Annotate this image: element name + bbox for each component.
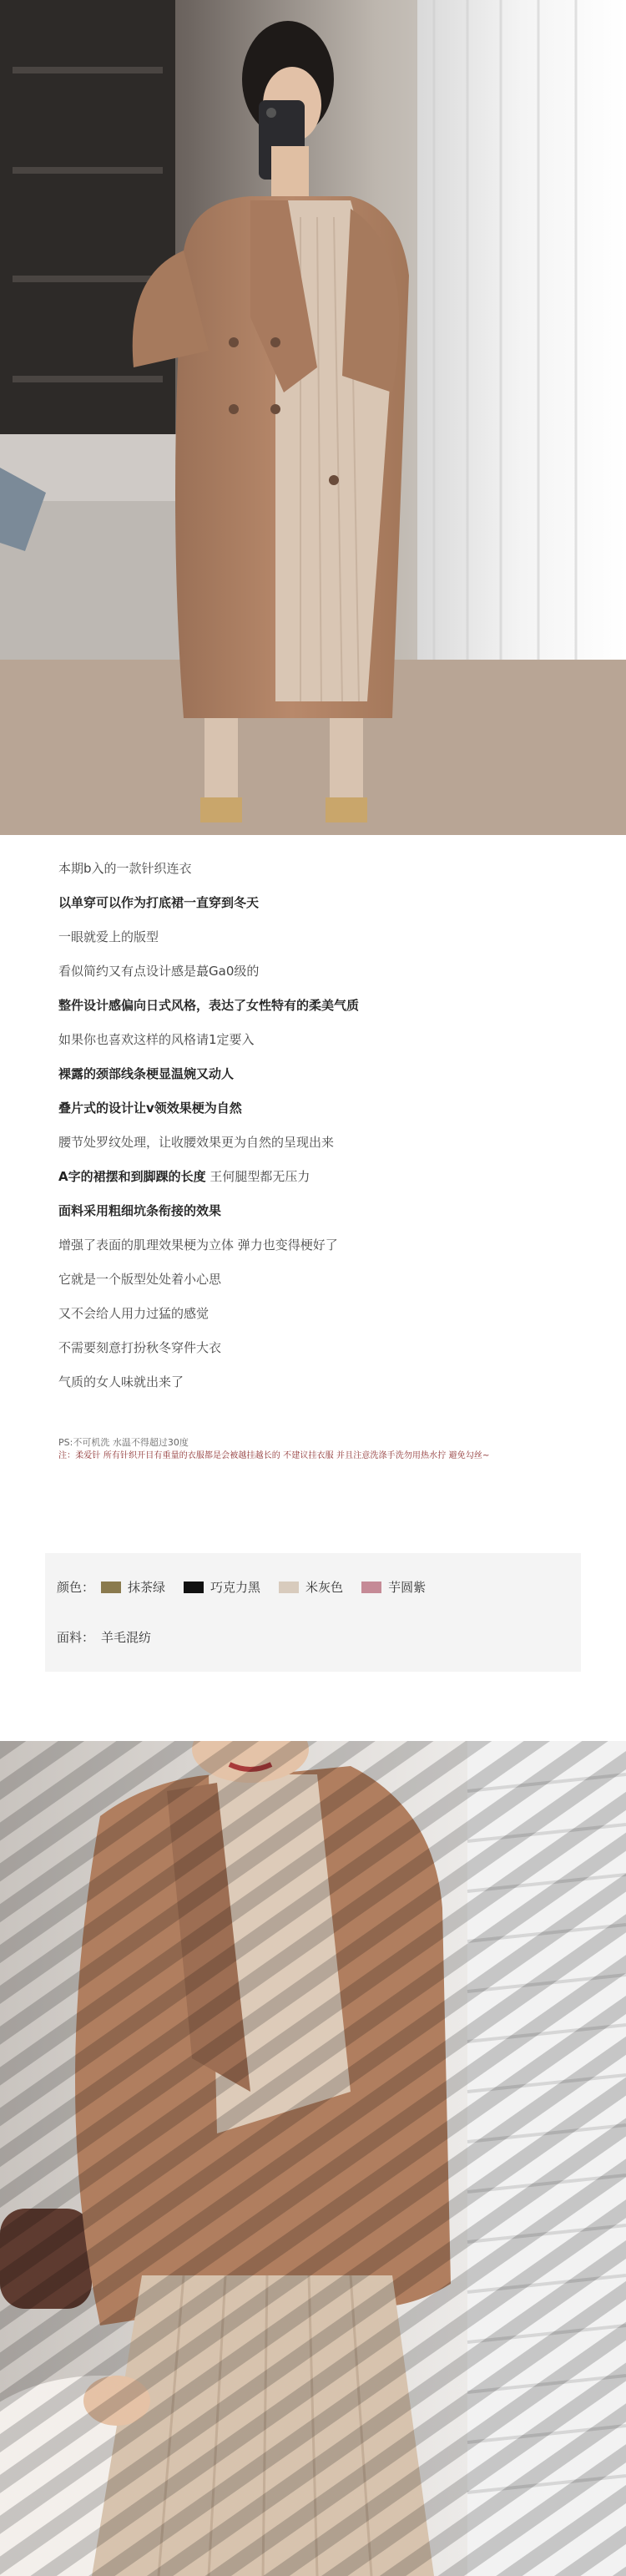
description-line-13: 它就是一个版型处处着小心思 <box>58 1272 222 1287</box>
color-name: 抹茶绿 <box>128 1580 166 1595</box>
color-name: 芋圆紫 <box>388 1580 427 1595</box>
product-description <box>58 860 576 1408</box>
color-option-taro-purple <box>361 1578 426 1596</box>
spec-box <box>45 1553 581 1672</box>
color-swatch <box>279 1582 299 1593</box>
description-line-8: 叠片式的设计让v领效果梗为自然 <box>58 1101 242 1116</box>
description-line-10 <box>58 1168 576 1202</box>
hanging-warning: 注：柔爱针 所有针织开目有重量的衣服都是会被越挂越长的 不建议挂衣服 并且注意洗涤手洗勿用热水拧 避免勾丝~ <box>58 1451 490 1460</box>
description-line-3: 一眼就爱上的版型 <box>58 929 159 944</box>
description-line-9: 腰节处罗纹处理，让收腰效果更为自然的呈现出来 <box>58 1135 335 1150</box>
color-row <box>57 1578 444 1596</box>
description-line-2: 以单穿可以作为打底裙一直穿到冬天 <box>58 895 260 910</box>
product-photo-bottom <box>0 1741 626 2576</box>
description-line-10-bold: A字的裙摆和到脚踝的长度 <box>58 1169 206 1184</box>
color-label: 颜色： <box>57 1580 95 1595</box>
color-option-matcha-green <box>101 1578 165 1596</box>
color-option-beige-grey <box>279 1578 343 1596</box>
material-label: 面料： <box>57 1630 95 1645</box>
color-swatch <box>361 1582 381 1593</box>
description-line-6: 如果你也喜欢这样的风格请1定要入 <box>58 1032 255 1047</box>
description-line-5: 整件设计感偏向日式风格，表达了女性特有的柔美气质 <box>58 998 360 1013</box>
color-swatch <box>101 1582 121 1593</box>
description-line-12: 增强了表面的肌理效果梗为立体 弹力也变得梗好了 <box>58 1237 338 1253</box>
washing-note: PS:不可机洗 水温不得超过30度 <box>58 1437 189 1448</box>
description-line-14: 又不会给人用力过猛的感觉 <box>58 1306 210 1321</box>
description-line-4: 看似简约又有点设计感是蕞Ga0级的 <box>58 964 260 979</box>
color-name: 米灰色 <box>305 1580 344 1595</box>
description-line-11: 面料采用粗细坑条衔接的效果 <box>58 1203 222 1218</box>
care-notes <box>58 1436 593 1463</box>
description-line-15: 不需要刻意打扮秋冬穿件大衣 <box>58 1340 222 1355</box>
color-name: 巧克力黑 <box>210 1580 261 1595</box>
description-line-10-rest: 王何腿型都无压力 <box>205 1169 310 1184</box>
description-line-7: 裸露的颈部线条梗显温婉又动人 <box>58 1066 235 1081</box>
description-line-1: 本期b入的一款针织连衣 <box>58 861 192 876</box>
product-photo-top <box>0 0 626 835</box>
material-value: 羊毛混纺 <box>101 1630 152 1645</box>
color-option-chocolate-black <box>184 1578 260 1596</box>
description-line-16: 气质的女人味就出来了 <box>58 1374 184 1389</box>
material-row <box>57 1628 151 1646</box>
color-swatch <box>184 1582 204 1593</box>
